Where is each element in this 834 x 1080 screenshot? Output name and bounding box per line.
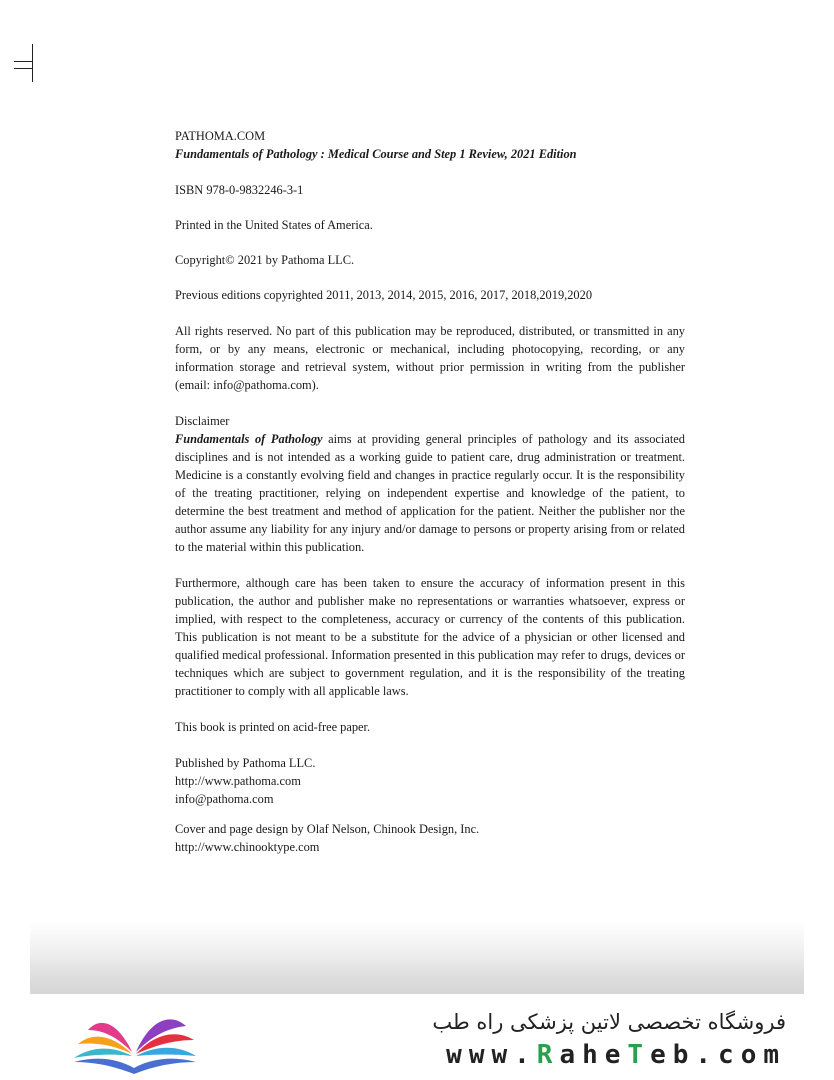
store-name: فروشگاه تخصصی لاتین پزشکی راه طب xyxy=(432,1010,786,1034)
store-url-mid: ahe xyxy=(559,1040,628,1070)
rights-paragraph: All rights reserved. No part of this publication may be reproduced, distributed, or transmitted in any form, or by any means, electronic or mechanical, including photocopying, recording, or any information storage and retrieval system, without prior permission in writing from the publisher (email: info@pathoma.com). xyxy=(175,324,685,392)
book-logo-icon xyxy=(70,1008,200,1078)
disclaimer-paragraph xyxy=(175,430,685,556)
printed-line: Printed in the United States of America. xyxy=(175,218,373,232)
copyright-page xyxy=(175,127,685,856)
furthermore-paragraph: Furthermore, although care has been taken to ensure the accuracy of information present in this publication, the author and publisher make no representations or warranties whatsoever, express or implied, with respect to the completeness, accuracy or currency of the contents of this publication. This publication is not meant to be a substitute for the advice of a physician or other licensed and qualified medical professional. Information presented in this publication may refer to drugs, devices or techniques which are subject to government regulation, and it is the responsibility of the treating practitioner to comply with all applicable laws. xyxy=(175,576,685,698)
disclaimer-heading: Disclaimer xyxy=(175,414,230,428)
design-credit: Cover and page design by Olaf Nelson, Chinook Design, Inc. xyxy=(175,822,480,836)
store-url-prefix: www. xyxy=(446,1040,537,1070)
crop-mark xyxy=(14,44,34,82)
store-url-t: T xyxy=(627,1040,651,1070)
store-url xyxy=(446,1040,786,1070)
store-url-suffix: eb.com xyxy=(650,1040,786,1070)
publisher-url: http://www.pathoma.com xyxy=(175,774,301,788)
publisher-name: Published by Pathoma LLC. xyxy=(175,756,316,770)
previous-editions: Previous editions copyrighted 2011, 2013, 2014, 2015, 2016, 2017, 2018,2019,2020 xyxy=(175,288,593,302)
store-url-r: R xyxy=(536,1040,560,1070)
disclaimer-book-title: Fundamentals of Pathology xyxy=(175,432,323,446)
isbn: ISBN 978-0-9832246-3-1 xyxy=(175,183,304,197)
disclaimer-text: aims at providing general principles of pathology and its associated disciplines and is not intended as a working guide to patient care, drug administration or treatment. Medicine is a constantly evolving field and changes in practice regularly occur. It is the responsibility of the treating practitioner, relying on independent expertise and knowledge of the patient, to determine the best treatment and method of application for the patient. Neither the publisher nor the author assume any liability for any injury and/or damage to persons or property arising from or related to the material within this publication. xyxy=(175,432,685,554)
copyright-line: Copyright© 2021 by Pathoma LLC. xyxy=(175,253,355,267)
publisher-email: info@pathoma.com xyxy=(175,792,274,806)
bottom-shade xyxy=(30,922,804,994)
acid-free-line: This book is printed on acid-free paper. xyxy=(175,720,371,734)
site-name: PATHOMA.COM xyxy=(175,129,266,143)
book-title: Fundamentals of Pathology : Medical Course and Step 1 Review, 2021 Edition xyxy=(175,147,577,161)
design-url: http://www.chinooktype.com xyxy=(175,840,320,854)
